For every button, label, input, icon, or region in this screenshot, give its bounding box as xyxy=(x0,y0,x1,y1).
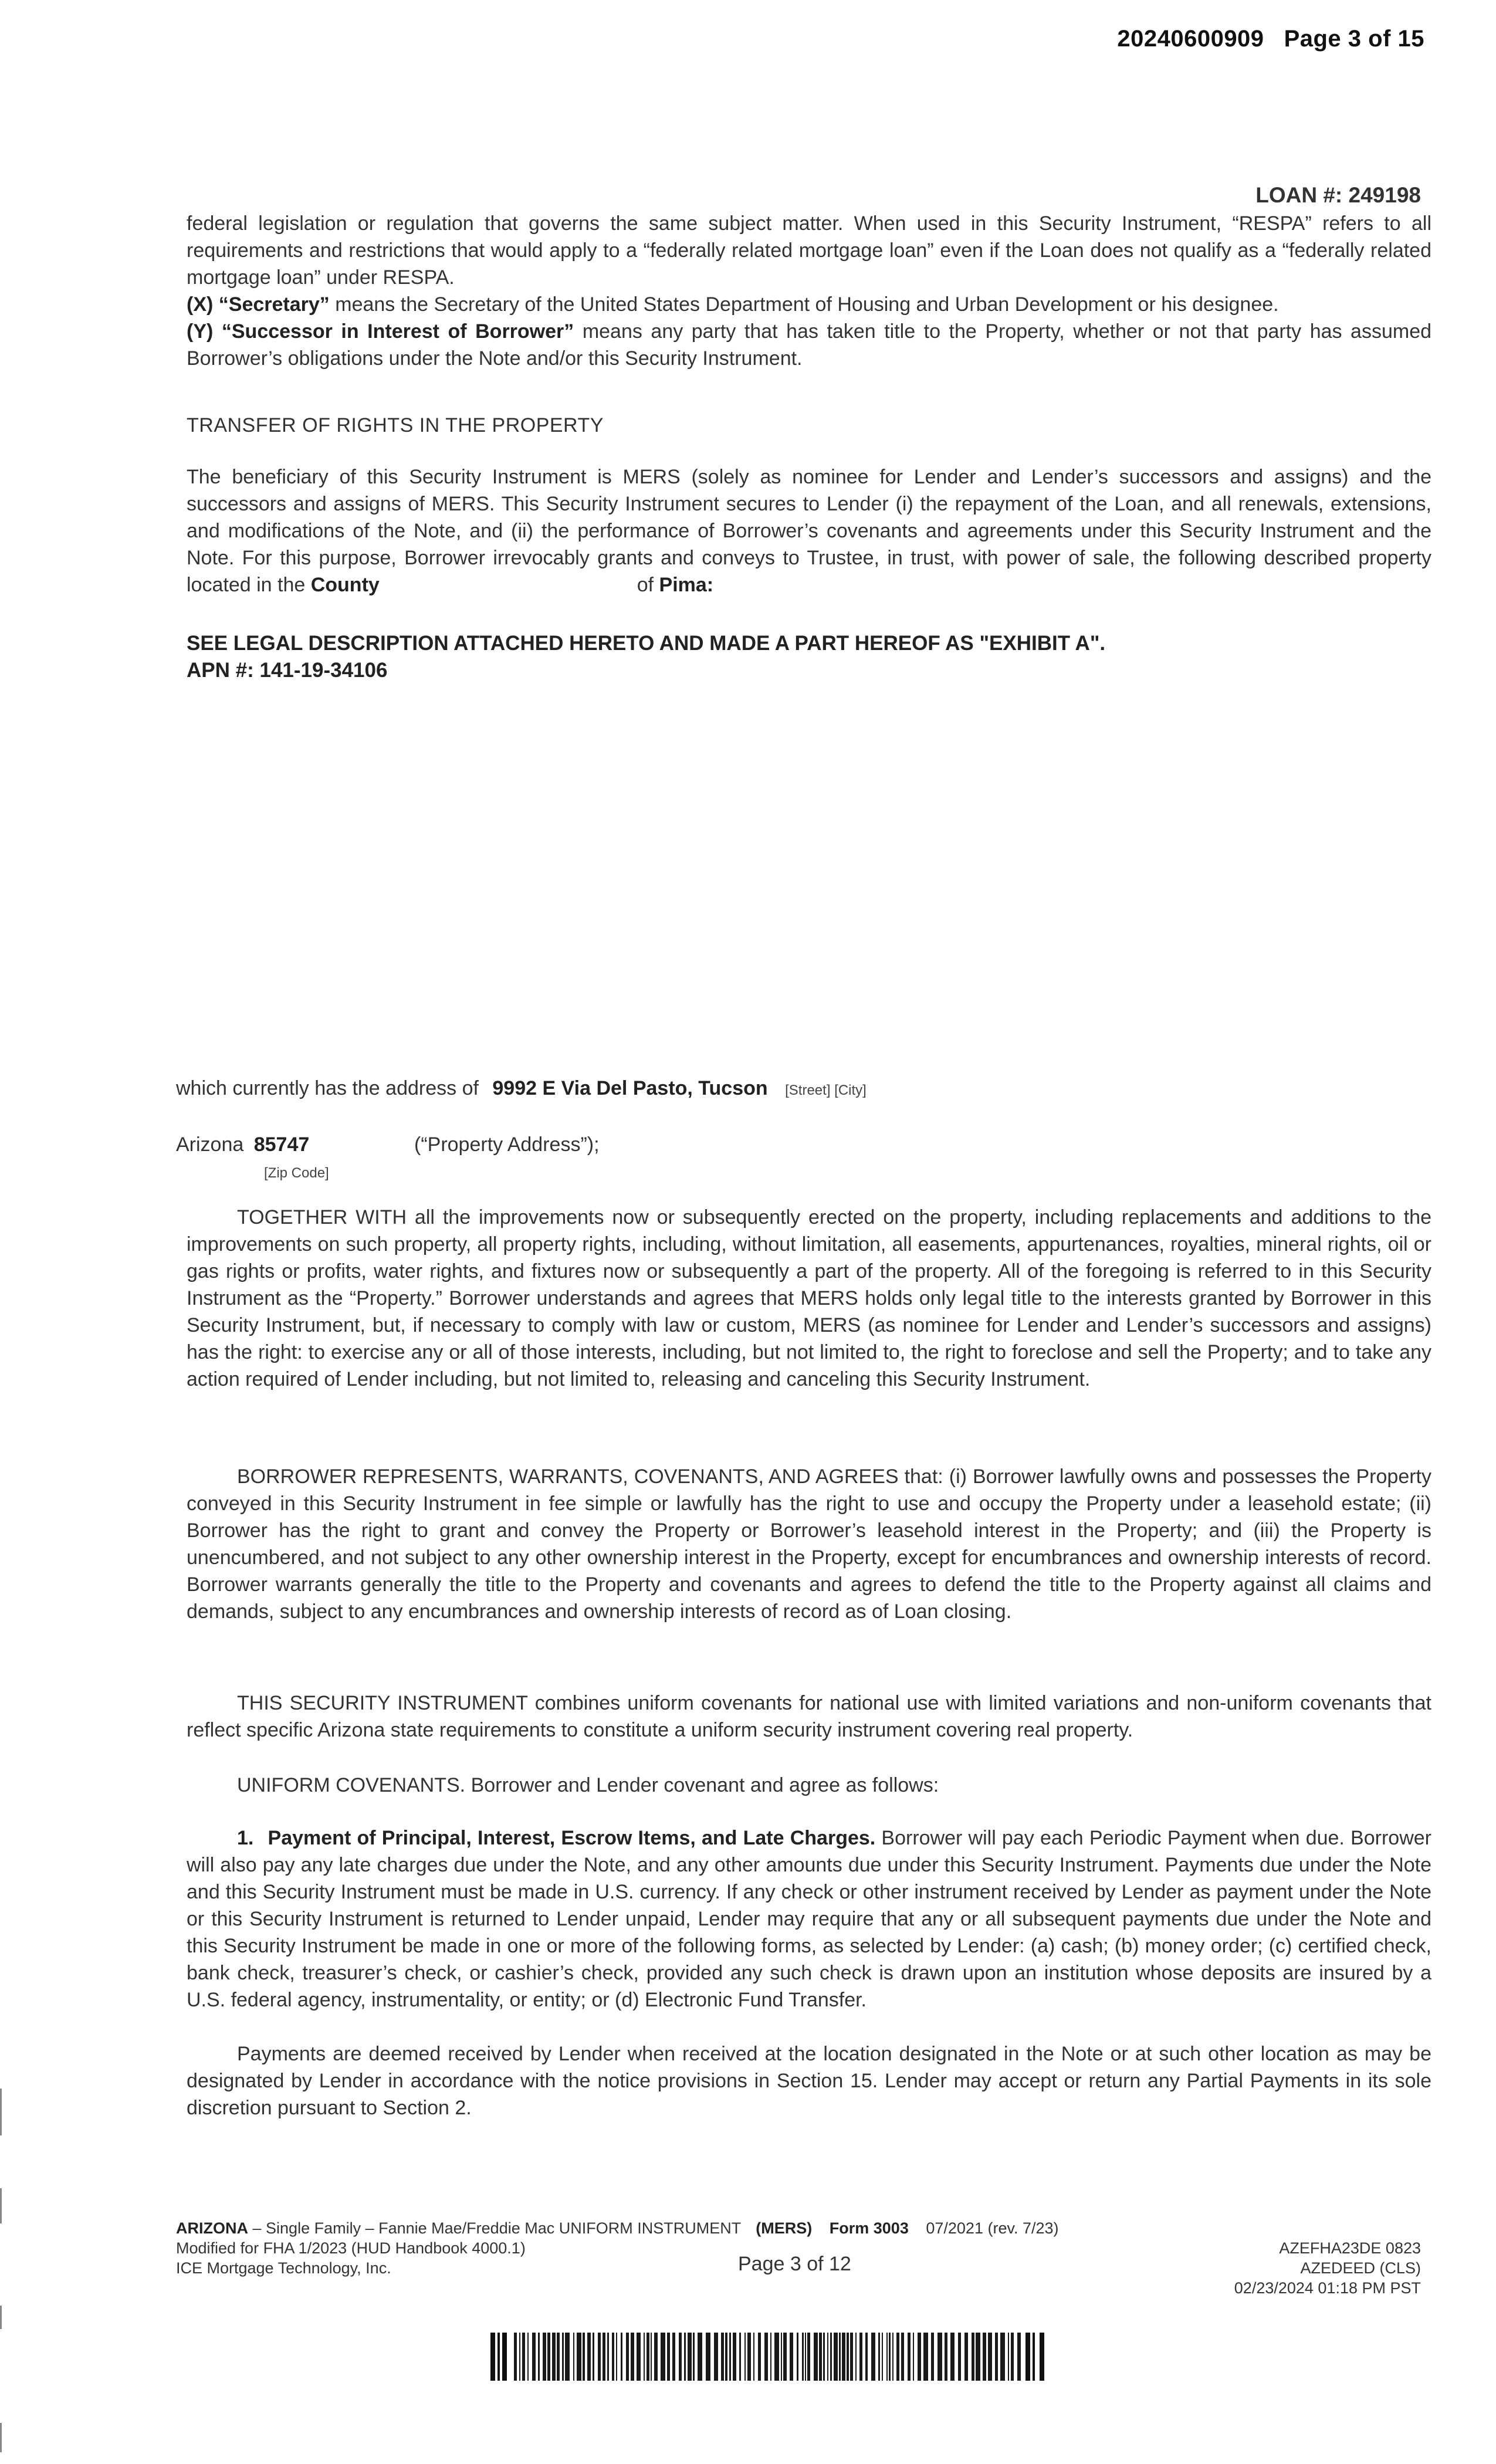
barcode-bar xyxy=(770,2333,771,2381)
street-city-caption: [Street] [City] xyxy=(785,1082,867,1098)
footer-form-date: 07/2021 (rev. 7/23) xyxy=(926,2219,1059,2237)
barcode-bar xyxy=(562,2333,564,2381)
barcode-bar xyxy=(983,2333,986,2381)
footer-code-1: AZEFHA23DE 0823 xyxy=(1279,2239,1421,2257)
barcode-bar xyxy=(850,2333,853,2381)
barcode-bar xyxy=(519,2333,520,2381)
barcode-bar xyxy=(587,2333,591,2381)
barcode-bar xyxy=(637,2333,641,2381)
barcode-bar xyxy=(1025,2333,1030,2381)
barcode-bar xyxy=(865,2333,868,2381)
transfer-text: The beneficiary of this Security Instrument is MERS (solely as nominee for Lender and Lender’s successors and assigns) and the successors and assigns of MERS. This Security Instrument secures to Lender (i) the repayment of the Loan, and all renewals, extensions, and modifications of the Note, and (ii) the performance of Borrower’s covenants and agreements under this Security Instrument and the Note. For this purpose, Borrower irrevocably grants and conveys to Trustee, in trust, with power of sale, the following described property located in the xyxy=(187,466,1431,596)
barcode-bar xyxy=(547,2333,550,2381)
section-1-text: Borrower will pay each Periodic Payment when due. Borrower will also pay any late charges due under the Note, and any other amounts due under this Security Instrument. Payments due under the Note and this Security Instrument must be made in U.S. currency. If any check or other instrument received by Lender as payment under the Note or this Security Instrument is returned to Lender unpaid, Lender may require that any or all subsequent payments due under the Note and this Security Instrument be made in one or more of the following forms, as selected by Lender: (a) cash; (b) money order; (c) certified check, bank check, treasurer’s check, or cashier’s check, provided any such check is drawn upon an institution whose deposits are insured by a U.S. federal agency, instrumentality, or entity; or (d) Electronic Fund Transfer. xyxy=(187,1827,1431,2011)
uniform-covenants-line: UNIFORM COVENANTS. Borrower and Lender covenant and agree as follows: xyxy=(237,1774,939,1796)
barcode-bar xyxy=(753,2333,754,2381)
barcode-bar xyxy=(532,2333,536,2381)
barcode-bar xyxy=(823,2333,825,2381)
barcode-bar xyxy=(679,2333,682,2381)
together-with-paragraph: TOGETHER WITH all the improvements now or subsequently erected on the property, including replacements and additions to the improvements on such property, all property rights, including, without limitation, all easements, appurtenances, royalties, mineral rights, oil or gas rights or profits, water rights, and fixtures now or subsequently a part of the property. All of the foregoing is referred to in this Security Instrument as the “Property.” Borrower understands and agrees that MERS holds only legal title to the interests granted by Borrower in this Security Instrument, but, if necessary to comply with law or custom, MERS (as nominee for Lender and Lender’s successors and assigns) has the right: to exercise any or all of those interests, including, but not limited to, the right to foreclose and sell the Property; and to take any action required of Lender including, but not limited to, releasing and canceling this Security Instrument. xyxy=(187,1206,1431,1390)
definition-y-label: (Y) xyxy=(187,320,214,343)
loan-label: LOAN #: xyxy=(1255,183,1343,207)
definition-x-term: “Secretary” xyxy=(218,293,330,316)
barcode-bar xyxy=(758,2333,761,2381)
footer-code-2: AZEDEED (CLS) xyxy=(1300,2259,1421,2277)
section-1-paragraph xyxy=(187,1825,1431,2013)
footer-instrument: – Single Family – Fannie Mae/Freddie Mac UNIFORM INSTRUMENT xyxy=(252,2219,741,2237)
footer-mers: (MERS) xyxy=(756,2219,813,2237)
section-1-paragraph-2: Payments are deemed received by Lender when received at the location designated in the Note or at such other location as may be designated by Lender in accordance with the notice provisions in Section 15. Lender may accept or return any Partial Payments in its sole discretion pursuant to Section 2. xyxy=(187,2043,1431,2119)
barcode-bar xyxy=(654,2333,658,2381)
barcode-bar xyxy=(725,2333,727,2381)
barcode-bar xyxy=(527,2333,529,2381)
barcode-bar xyxy=(764,2333,768,2381)
barcode-bar xyxy=(577,2333,581,2381)
definition-y-text: means any party that has taken title to the Property, whether or not that party has assumed Borrower’s obligations under the Note and/or this Security Instrument. xyxy=(187,320,1432,370)
legal-description-text: SEE LEGAL DESCRIPTION ATTACHED HERETO AND MADE A PART HEREOF AS "EXHIBIT A". xyxy=(187,632,1106,655)
footer-vendor-line: ICE Mortgage Technology, Inc. xyxy=(176,2259,391,2277)
barcode-bar xyxy=(855,2333,857,2381)
loan-number: 249198 xyxy=(1348,183,1421,207)
footer-page-number: Page 3 of 12 xyxy=(738,2253,851,2275)
barcode-bar xyxy=(1033,2333,1035,2381)
scan-edge-mark xyxy=(0,2306,2,2329)
barcode-bar xyxy=(644,2333,645,2381)
barcode-bar xyxy=(797,2333,798,2381)
barcode-bar xyxy=(988,2333,992,2381)
barcode-bar xyxy=(698,2333,702,2381)
barcode-bar xyxy=(819,2333,822,2381)
barcode-bar xyxy=(1040,2333,1044,2381)
barcode-bar xyxy=(729,2333,731,2381)
barcode-bar xyxy=(945,2333,947,2381)
footer-form-number: Form 3003 xyxy=(829,2219,909,2237)
barcode-bar xyxy=(573,2333,574,2381)
barcode-bar xyxy=(995,2333,998,2381)
barcode-bar xyxy=(651,2333,652,2381)
state-zip-line xyxy=(176,1133,309,1156)
barcode-bar xyxy=(976,2333,980,2381)
barcode-bar xyxy=(538,2333,540,2381)
document-header xyxy=(1117,26,1424,52)
footer-modified-line: Modified for FHA 1/2023 (HUD Handbook 4000.1) xyxy=(176,2239,526,2257)
barcode-bar xyxy=(1008,2333,1009,2381)
barcode-bar xyxy=(661,2333,665,2381)
barcode-bar xyxy=(937,2333,942,2381)
footer-form-line xyxy=(176,2218,1059,2238)
definition-x-text: means the Secretary of the United States Department of Housing and Urban Development or his designee. xyxy=(335,293,1279,316)
barcode-bar xyxy=(774,2333,779,2381)
barcode-bar xyxy=(964,2333,968,2381)
barcode-bar xyxy=(830,2333,832,2381)
barcode-bar xyxy=(802,2333,804,2381)
barcode-bar xyxy=(972,2333,974,2381)
scan-edge-mark xyxy=(0,2089,2,2135)
barcode-bar xyxy=(807,2333,810,2381)
barcode-bar xyxy=(706,2333,710,2381)
barcode-bar xyxy=(603,2333,605,2381)
barcode-bar xyxy=(616,2333,617,2381)
barcode-bar xyxy=(950,2333,955,2381)
apn-line xyxy=(187,657,1105,684)
barcode-bar xyxy=(667,2333,670,2381)
definition-y xyxy=(187,318,1431,372)
recording-page-label: Page 3 of 15 xyxy=(1284,26,1424,52)
barcode-bar xyxy=(783,2333,787,2381)
barcode-bar xyxy=(889,2333,891,2381)
barcode-bar xyxy=(583,2333,585,2381)
definition-x-label: (X) xyxy=(187,293,214,316)
respa-definition-continued: federal legislation or regulation that governs the same subject matter. When used in this Security Instrument, “RESPA” refers to all requirements and restrictions that would apply to a “federally related mortgage loan” even if the Loan does not qualify as a “federally related mortgage loan” under RESPA. xyxy=(187,212,1431,289)
barcode-bar xyxy=(781,2333,782,2381)
apn-label: APN #: xyxy=(187,659,254,682)
zip-code: 85747 xyxy=(253,1133,310,1156)
footer-timestamp: 02/23/2024 01:18 PM PST xyxy=(1234,2279,1421,2297)
barcode-bar xyxy=(593,2333,594,2381)
definition-y-term: “Successor in Interest of Borrower” xyxy=(221,320,574,343)
barcode-bar xyxy=(557,2333,560,2381)
barcode-bar xyxy=(958,2333,961,2381)
barcode-bar xyxy=(543,2333,546,2381)
barcode-bar xyxy=(814,2333,818,2381)
apn-number: 141-19-34106 xyxy=(259,659,388,682)
barcode-bar xyxy=(598,2333,601,2381)
barcode-bar xyxy=(612,2333,614,2381)
barcode-bar xyxy=(490,2333,495,2381)
barcode-bar xyxy=(859,2333,862,2381)
loan-number-line xyxy=(1255,183,1421,208)
legal-description xyxy=(187,630,1105,684)
barcode-bar xyxy=(693,2333,695,2381)
barcode-bar xyxy=(721,2333,724,2381)
barcode-bar xyxy=(522,2333,525,2381)
barcode-bar xyxy=(871,2333,875,2381)
borrower-represents-paragraph: BORROWER REPRESENTS, WARRANTS, COVENANTS, AND AGREES that: (i) Borrower lawfully owns and possesses the Property conveyed in this Security Instrument in fee simple or lawfully has the right to use and occupy the Property under a leasehold estate; (ii) Borrower has the right to grant and convey the Property or Borrower’s leasehold interest in the Property; and (iii) the Property is unencumbered, and not subject to any other ownership interest in the Property, except for encumbrances and ownership interests of record. Borrower warrants generally the title to the Property and covenants and agrees to defend the title to the Property against all claims and demands, subject to any encumbrances and ownership interests of record as of Loan closing. xyxy=(187,1465,1431,1623)
barcode-bar xyxy=(839,2333,841,2381)
barcode-bar xyxy=(514,2333,517,2381)
barcode-bar xyxy=(790,2333,793,2381)
scan-edge-mark xyxy=(0,2423,2,2452)
barcode-bar xyxy=(502,2333,507,2381)
barcode-bar xyxy=(842,2333,845,2381)
barcode-bar xyxy=(714,2333,718,2381)
section-1-title: Payment of Principal, Interest, Escrow Items, and Late Charges. xyxy=(268,1827,876,1849)
barcode-bar xyxy=(607,2333,609,2381)
barcode-bar xyxy=(847,2333,849,2381)
barcode-bar xyxy=(744,2333,746,2381)
transfer-heading: TRANSFER OF RIGHTS IN THE PROPERTY xyxy=(187,414,604,436)
barcode-bar xyxy=(931,2333,934,2381)
barcode-image xyxy=(490,2333,1049,2381)
of-word: of xyxy=(637,574,654,596)
county-word: County xyxy=(310,574,380,596)
barcode-bar xyxy=(684,2333,686,2381)
state: Arizona xyxy=(176,1133,244,1156)
zip-caption: [Zip Code] xyxy=(264,1165,329,1181)
recording-number: 20240600909 xyxy=(1117,26,1264,52)
barcode-bar xyxy=(805,2333,806,2381)
section-1-number: 1. xyxy=(237,1827,254,1849)
barcode-bar xyxy=(923,2333,928,2381)
footer-codes xyxy=(1234,2238,1421,2298)
barcode-bar xyxy=(621,2333,622,2381)
barcode-bar xyxy=(747,2333,751,2381)
property-address-label: (“Property Address”); xyxy=(414,1133,600,1156)
barcode-bar xyxy=(901,2333,904,2381)
definitions-block xyxy=(187,210,1431,372)
address-prefix: which currently has the address of xyxy=(176,1077,479,1099)
barcode-bar xyxy=(1000,2333,1005,2381)
barcode-bar xyxy=(631,2333,634,2381)
barcode-bar xyxy=(896,2333,899,2381)
transfer-paragraph xyxy=(187,463,1431,598)
barcode-bar xyxy=(739,2333,741,2381)
barcode-bar xyxy=(672,2333,675,2381)
barcode-bar xyxy=(908,2333,911,2381)
barcode-bar xyxy=(1011,2333,1014,2381)
barcode-bar xyxy=(565,2333,570,2381)
barcode-bar xyxy=(497,2333,500,2381)
county-name: Pima: xyxy=(659,574,714,596)
barcode-bar xyxy=(878,2333,880,2381)
barcode-bar xyxy=(892,2333,893,2381)
barcode-bar xyxy=(918,2333,921,2381)
barcode-bar xyxy=(882,2333,883,2381)
barcode-bar xyxy=(1017,2333,1021,2381)
definition-x xyxy=(187,291,1431,318)
barcode-bar xyxy=(913,2333,914,2381)
barcode-bar xyxy=(827,2333,828,2381)
street-city: 9992 E Via Del Pasto, Tucson xyxy=(492,1077,768,1099)
scan-edge-mark xyxy=(0,2188,2,2223)
barcode-bar xyxy=(647,2333,649,2381)
barcode-bar xyxy=(733,2333,736,2381)
barcode-bar xyxy=(552,2333,556,2381)
barcode-bar xyxy=(886,2333,888,2381)
barcode-bar xyxy=(688,2333,692,2381)
barcode-bar xyxy=(626,2333,629,2381)
this-security-instrument-paragraph: THIS SECURITY INSTRUMENT combines uniform covenants for national use with limited variations and non-uniform covenants that reflect specific Arizona state requirements to constitute a uniform security instrument covering real property. xyxy=(187,1692,1431,1741)
barcode-bar xyxy=(834,2333,838,2381)
address-line xyxy=(176,1077,867,1100)
footer-state: ARIZONA xyxy=(176,2219,248,2237)
